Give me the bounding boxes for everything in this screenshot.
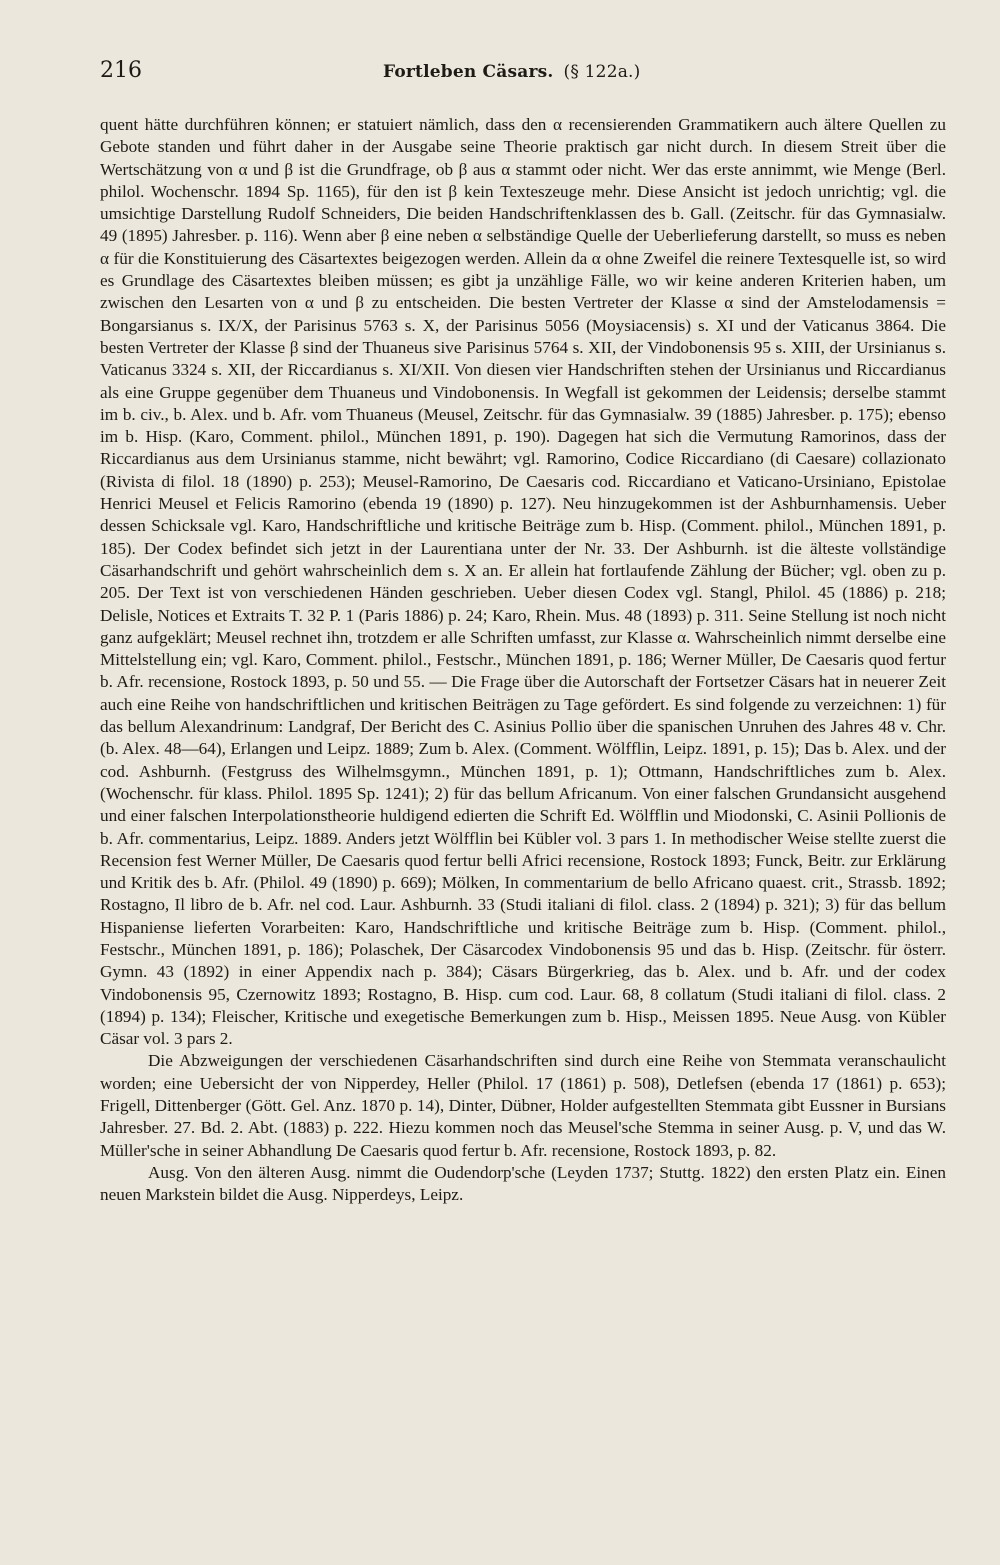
body-text bbox=[100, 114, 946, 1207]
paragraph: Die Abzweigungen der verschiedenen Cäsarhandschriften sind durch eine Reihe von Stemmata veranschaulicht worden; eine Uebersicht der von Nipperdey, Heller (Philol. 17 (1861) p. 508), Detlefsen (ebenda 17 (1861) p. 653); Frigell, Dittenberger (Gött. Gel. Anz. 1870 p. 14), Dinter, Dübner, Holder aufgestellten Stemmata gibt Eussner in Bursians Jahresber. 27. Bd. 2. Abt. (1883) p. 222. Hiezu kommen noch das Meusel'sche Stemma in seiner Ausg. p. V, und das W. Müller'sche in seiner Abhandlung De Caesaris quod fertur b. Afr. recensione, Rostock 1893, p. 82. bbox=[100, 1051, 946, 1160]
page-number: 216 bbox=[100, 58, 142, 83]
section-reference: (§ 122a.) bbox=[563, 62, 641, 82]
running-title-text: Fortleben Cäsars. bbox=[383, 62, 554, 82]
paragraph: Ausg. Von den älteren Ausg. nimmt die Oudendorp'sche (Leyden 1737; Stuttg. 1822) den ersten Platz ein. Einen neuen Markstein bildet die Ausg. Nipperdeys, Leipz. bbox=[100, 1162, 946, 1205]
paragraph: quent hätte durchführen können; er statuiert nämlich, dass den α recensierenden Grammatikern auch ältere Quellen zu Gebote standen und führt daher in der Ausgabe seine Theorie praktisch gar nicht durch. In diesem Streit über die Wertschätzung von α und β ist die Grundfrage, ob β aus α stammt oder nicht. Wer das erste annimmt, wie Menge (Berl. philol. Wochenschr. 1894 Sp. 1165), für den ist β kein Texteszeuge mehr. Diese Ansicht ist jedoch unrichtig; vgl. die umsichtige Darstellung Rudolf Schneiders, Die beiden Handschriftenklassen des b. Gall. (Zeitschr. für das Gymnasialw. 49 (1895) Jahresber. p. 116). Wenn aber β eine neben α selbständige Quelle der Ueberlieferung darstellt, so muss es neben α für die Konstituierung des Cäsartextes beigezogen werden. Allein da α ohne Zweifel die reinere Textesquelle ist, so wird es Grundlage des Cäsartextes bleiben müssen; es gibt ja unzählige Fälle, wo wir keine anderen Kriterien haben, um zwischen den Lesarten von α und β zu entscheiden. Die besten Vertreter der Klasse α sind der Amstelodamensis = Bongarsianus s. IX/X, der Parisinus 5763 s. X, der Parisinus 5056 (Moysiacensis) s. XI und der Vaticanus 3864. Die besten Vertreter der Klasse β sind der Thuaneus sive Parisinus 5764 s. XII, der Vindobonensis 95 s. XIII, der Ursinianus s. Vaticanus 3324 s. XII, der Riccardianus s. XI/XII. Von diesen vier Handschriften stehen der Ursinianus und Riccardianus als eine Gruppe gegenüber dem Thuaneus und Vindobonensis. In Wegfall ist gekommen der Leidensis; derselbe stammt im b. civ., b. Alex. und b. Afr. vom Thuaneus (Meusel, Zeitschr. für das Gymnasialw. 39 (1885) Jahresber. p. 175); ebenso im b. Hisp. (Karo, Comment. philol., München 1891, p. 190). Dagegen hat sich die Vermutung Ramorinos, dass der Riccardianus aus dem Ursinianus stamme, nicht bewährt; vgl. Ramorino, Codice Riccardiano (di Caesare) collazionato (Rivista di filol. 18 (1890) p. 253); Meusel-Ramorino, De Caesaris cod. Riccardiano et Vaticano-Ursiniano, Epistolae Henrici Meusel et Felicis Ramorino (ebenda 19 (1890) p. 127). Neu hinzugekommen ist der Ashburnhamensis. Ueber dessen Schicksale vgl. Karo, Handschriftliche und kritische Beiträge zum b. Hisp. (Comment. philol., München 1891, p. 185). Der Codex befindet sich jetzt in der Laurentiana unter der Nr. 33. Der Ashburnh. ist die älteste vollständige Cäsarhandschrift und gehört wahrscheinlich dem s. X an. Er allein hat fortlaufende Zählung der Bücher; vgl. oben zu p. 205. Der Text ist von verschiedenen Händen geschrieben. Ueber diesen Codex vgl. Stangl, Philol. 45 (1886) p. 218; Delisle, Notices et Extraits T. 32 P. 1 (Paris 1886) p. 24; Karo, Rhein. Mus. 48 (1893) p. 311. Seine Stellung ist noch nicht ganz aufgeklärt; Meusel rechnet ihn, trotzdem er alle Schriften umfasst, zur Klasse α. Wahrscheinlich nimmt derselbe eine Mittelstellung ein; vgl. Karo, Comment. philol., Festschr., München 1891, p. 186; Werner Müller, De Caesaris quod fertur b. Afr. recensione, Rostock 1893, p. 50 und 55. — Die Frage über die Autorschaft der Fortsetzer Cäsars hat in neuerer Zeit auch eine Reihe von handschriftlichen und kritischen Beiträgen zu Tage gefördert. Es sind folgende zu verzeichnen: 1) für das bellum Alexandrinum: Landgraf, Der Bericht des C. Asinius Pollio über die spanischen Unruhen des Jahres 48 v. Chr. (b. Alex. 48—64), Erlangen und Leipz. 1889; Zum b. Alex. (Comment. Wölfflin, Leipz. 1891, p. 15); Das b. Alex. und der cod. Ashburnh. (Festgruss des Wilhelmsgymn., München 1891, p. 1); Ottmann, Handschriftliches zum b. Alex. (Wochenschr. für klass. Philol. 1895 Sp. 1241); 2) für das bellum Africanum. Von einer falschen Grundansicht ausgehend und einer falschen Interpolationstheorie huldigend edierten die Schrift Ed. Wölfflin und Miodonski, C. Asinii Pollionis de b. Afr. commentarius, Leipz. 1889. Anders jetzt Wölfflin bei Kübler vol. 3 pars 1. In methodischer Weise stellte zuerst die Recension fest Werner Müller, De Caesaris quod fertur belli Africi recensione, Rostock 1893; Funck, Beitr. zur Erklärung und Kritik des b. Afr. (Philol. 49 (1890) p. 669); Mölken, In commentarium de bello Africano quaest. crit., Strassb. 1892; Rostagno, Il libro de b. Afr. nel cod. Laur. Ashburnh. 33 (Studi italiani di filol. class. 2 (1894) p. 321); 3) für das bellum Hispaniense lieferten Vorarbeiten: Karo, Handschriftliche und kritische Beiträge zum b. Hisp. (Comment. philol., Festschr., München 1891, p. 186); Polaschek, Der Cäsarcodex Vindobonensis 95 und das b. Hisp. (Zeitschr. für österr. Gymn. 43 (1892) in einer Appendix nach p. 384); Cäsars Bürgerkrieg, das b. Alex. und b. Afr. und der codex Vindobonensis 95, Czernowitz 1893; Rostagno, B. Hisp. cum cod. Laur. 68, 8 collatum (Studi italiani di filol. class. 2 (1894) p. 134); Fleischer, Kritische und exegetische Bemerkungen zum b. Hisp., Meissen 1895. Neue Ausg. von Kübler Cäsar vol. 3 pars 2. bbox=[100, 115, 946, 1049]
running-title bbox=[383, 62, 641, 82]
page-header bbox=[100, 58, 946, 94]
